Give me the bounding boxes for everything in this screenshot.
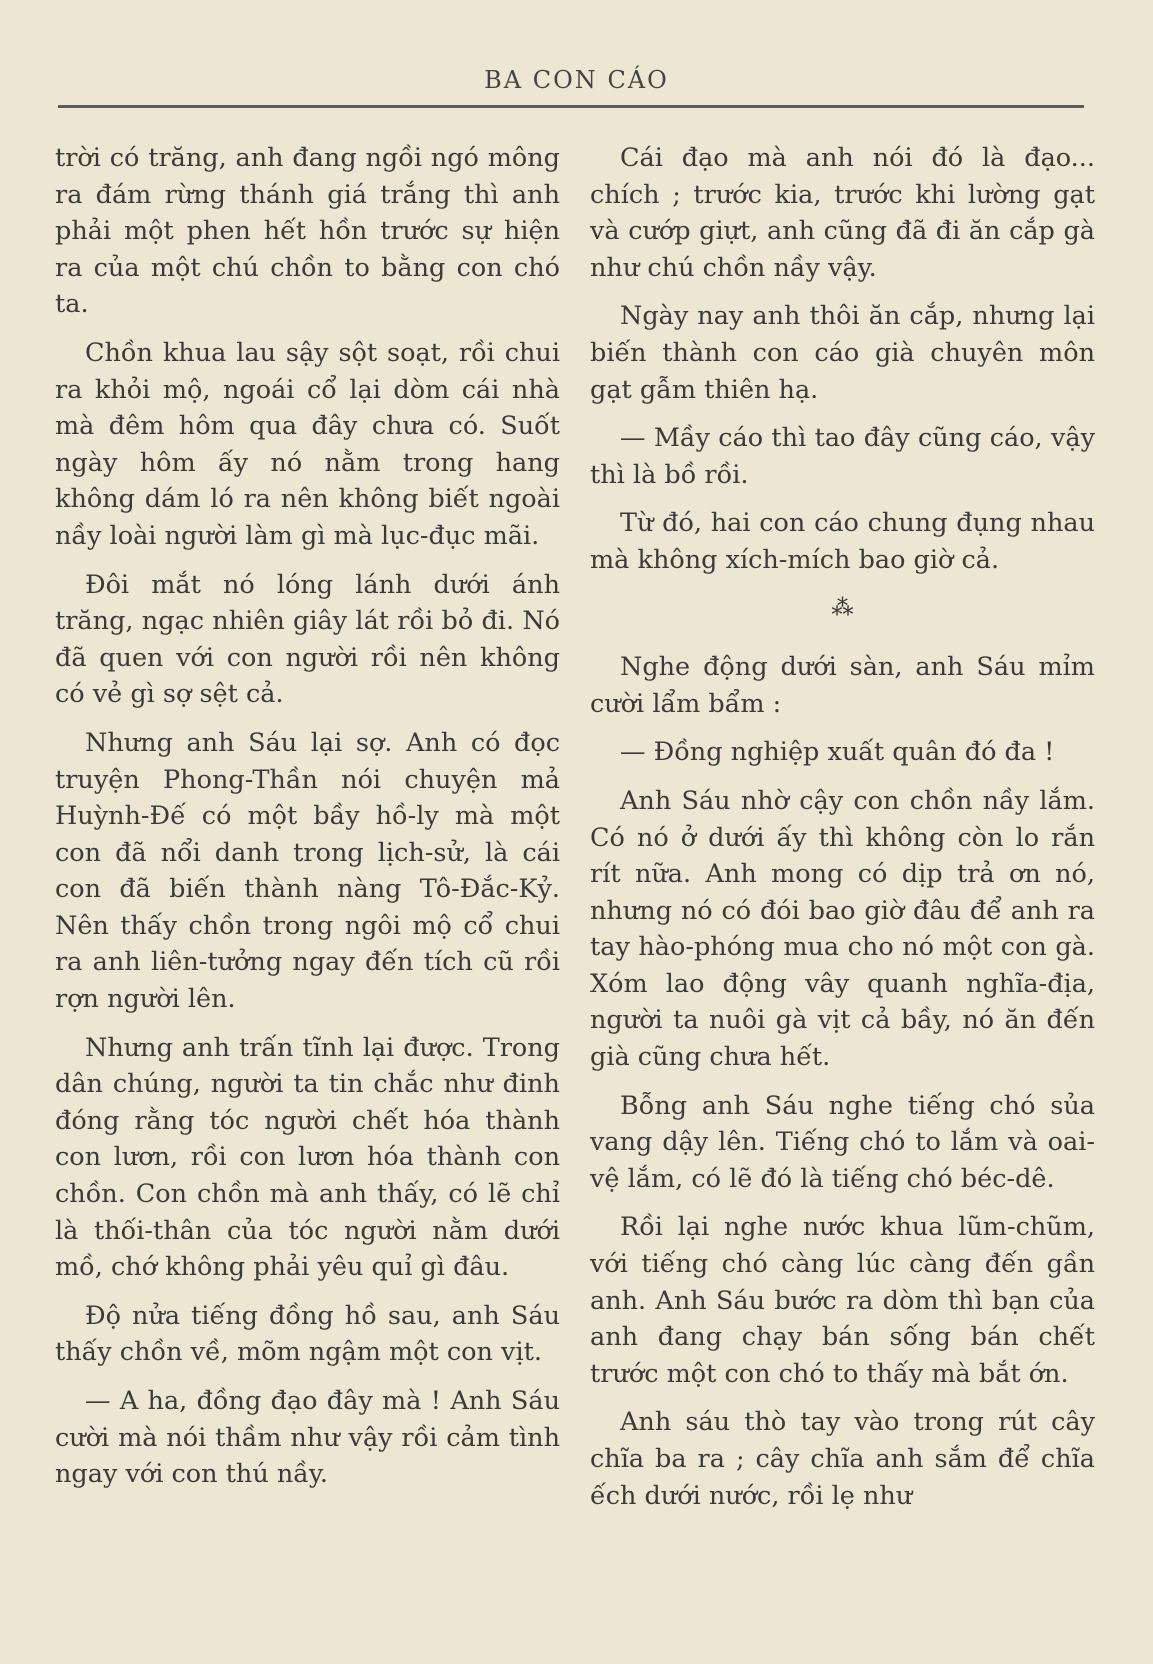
paragraph: Nhưng anh Sáu lại sợ. Anh có đọc truyện Phong-Thần nói chuyện mả Huỳnh-Đế có một bầy hồ-ly mà một con đã nổi danh trong lịch-sử, là cái con đã biến thành nàng Tô-Đắc-Kỷ. Nên thấy chồn trong ngôi mộ cổ chui ra anh liên-tưởng ngay đến tích cũ rồi rợn người lên. xyxy=(55,727,560,1015)
paragraph: Cái đạo mà anh nói đó là đạo... chích ; trước kia, trước khi lường gạt và cướp giựt, anh cũng đã đi ăn cắp gà như chú chồn nầy vậy. xyxy=(590,143,1095,283)
paragraph: Anh sáu thò tay vào trong rút cây chĩa ba ra ; cây chĩa anh sắm để chĩa ếch dưới nước, rồi lẹ như xyxy=(590,1407,1095,1511)
right-column xyxy=(590,140,1095,1526)
paragraph: — Mầy cáo thì tao đây cũng cáo, vậy thì là bồ rồi. xyxy=(590,423,1095,490)
paragraph: — A ha, đồng đạo đây mà ! Anh Sáu cười mà nói thầm như vậy rồi cảm tình ngay với con thú nầy. xyxy=(55,1386,560,1490)
paragraph: Độ nửa tiếng đồng hồ sau, anh Sáu thấy chồn về, mõm ngậm một con vịt. xyxy=(55,1300,560,1368)
paragraph: Đôi mắt nó lóng lánh dưới ánh trăng, ngạc nhiên giây lát rồi bỏ đi. Nó đã quen với con người rồi nên không có vẻ gì sợ sệt cả. xyxy=(55,569,560,710)
left-column xyxy=(55,140,560,1505)
paragraph: Ngày nay anh thôi ăn cắp, nhưng lại biến thành con cáo già chuyên môn gạt gẫm thiên hạ. xyxy=(590,301,1095,405)
paragraph: trời có trăng, anh đang ngồi ngó mông ra đám rừng thánh giá trắng thì anh phải một phen hết hồn trước sự hiện ra của một chú chồn to bằng con chó ta. xyxy=(55,143,560,320)
paragraph: Từ đó, hai con cáo chung đụng nhau mà không xích-mích bao giờ cả. xyxy=(590,508,1095,575)
paragraph: Chồn khua lau sậy sột soạt, rồi chui ra khỏi mộ, ngoái cổ lại dòm cái nhà mà đêm hôm qua đây chưa có. Suốt ngày hôm ấy nó nằm trong hang không dám ló ra nên không biết ngoài nầy loài người làm gì mà lục-đục mãi. xyxy=(55,337,560,551)
header-rule xyxy=(58,105,1084,108)
paragraph: Bỗng anh Sáu nghe tiếng chó sủa vang dậy lên. Tiếng chó to lắm và oai-vệ lắm, có lẽ đó là tiếng chó béc-dê. xyxy=(590,1090,1095,1194)
paragraph: Nhưng anh trấn tĩnh lại được. Trong dân chúng, người ta tin chắc như đinh đóng rằng tóc người chết hóa thành con lươn, rồi con lươn hóa thành con chồn. Con chồn mà anh thấy, có lẽ chỉ là thối-thân của tóc người nằm dưới mồ, chớ không phải yêu quỉ gì đâu. xyxy=(55,1032,560,1283)
paragraph: Rồi lại nghe nước khua lũm-chũm, với tiếng chó càng lúc càng đến gần anh. Anh Sáu bước ra dòm thì bạn của anh đang chạy bán sống bán chết trước một con chó to thấy mà bắt ớn. xyxy=(590,1212,1095,1389)
paragraph: Nghe động dưới sàn, anh Sáu mỉm cười lẩm bẩm : xyxy=(590,652,1095,719)
section-separator: ⁂ xyxy=(831,595,854,621)
running-header: BA CON CÁO xyxy=(484,66,669,94)
paragraph: Anh Sáu nhờ cậy con chồn nầy lắm. Có nó ở dưới ấy thì không còn lo rắn rít nữa. Anh mong có dịp trả ơn nó, nhưng nó có đói bao giờ đâu để anh ra tay hào-phóng mua cho nó một con gà. Xóm lao động vây quanh nghĩa-địa, người ta nuôi gà vịt cả bầy, nó ăn đến già cũng chưa hết. xyxy=(590,785,1095,1073)
paragraph: — Đồng nghiệp xuất quân đó đa ! xyxy=(620,737,1055,768)
